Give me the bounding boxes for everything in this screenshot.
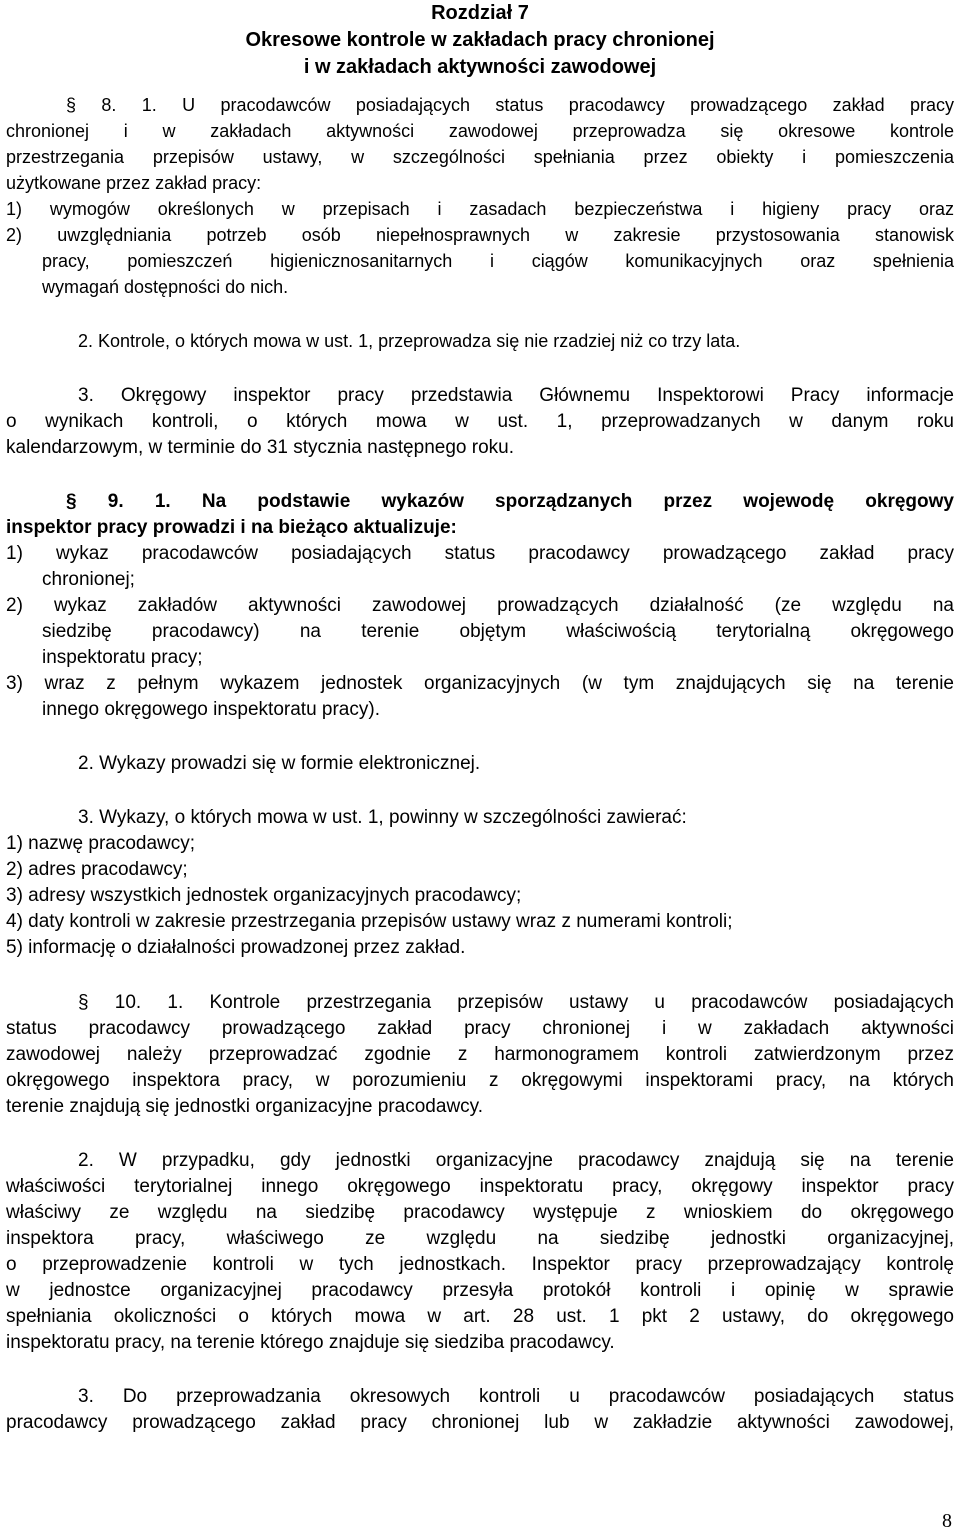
s8-item-2-cont-2: wymagań dostępności do nich. [42, 277, 289, 297]
s9-item-2: 2) wykaz zakładów aktywności zawodowej prowadzących działalność (ze względu na [6, 595, 954, 616]
s10-p2-line-7: spełniania okoliczności o których mowa w art. 28 ust. 1 pkt 2 ustawy, do okręgowego [6, 1306, 954, 1327]
s8-item-1: 1) wymogów określonych w przepisach i zasadach bezpieczeństwa i higieny pracy oraz [6, 199, 954, 219]
s10-p2-line-1: 2. W przypadku, gdy jednostki organizacyjne pracodawcy znajdują się na terenie [78, 1150, 954, 1171]
s8-p1-line-2: chronionej i w zakładach aktywności zawodowej przeprowadza się okresowe kontrole [6, 121, 954, 141]
s8-p3-line-3: kalendarzowym, w terminie do 31 stycznia następnego roku. [6, 437, 514, 458]
s10-p2-line-5: o przeprowadzenie kontroli w tych jednostkach. Inspektor pracy przeprowadzający kontrolę [6, 1254, 954, 1275]
s10-p3-line-1: 3. Do przeprowadzania okresowych kontroli u pracodawców posiadających status [78, 1386, 954, 1407]
s9-p3-item-3: 3) adresy wszystkich jednostek organizacyjnych pracodawcy; [6, 885, 522, 906]
s9-item-1-cont: chronionej; [42, 569, 135, 590]
s9-item-2-cont-1: siedzibę pracodawcy) na terenie objętym właściwością terytorialną okręgowego [42, 621, 954, 642]
s8-p3-line-1: 3. Okręgowy inspektor pracy przedstawia Głównemu Inspektorowi Pracy informacje [78, 385, 954, 406]
s10-p2-line-3: właściwy ze względu na siedzibę pracodawcy występuje z wnioskiem do okręgowego [6, 1202, 954, 1223]
s9-item-2-cont-2: inspektoratu pracy; [42, 647, 203, 668]
s8-p3-line-2: o wynikach kontroli, o których mowa w ust. 1, przeprowadzanych w danym roku [6, 411, 954, 432]
chapter-heading [0, 0, 960, 81]
s9-p1-head-1: § 9. 1. Na podstawie wykazów sporządzanych przez wojewodę okręgowy [66, 491, 954, 512]
s9-p2: 2. Wykazy prowadzi się w formie elektronicznej. [78, 753, 481, 774]
s8-p1-line-1: § 8. 1. U pracodawców posiadających status pracodawcy prowadzącego zakład pracy [66, 95, 954, 115]
s9-p3-item-2: 2) adres pracodawcy; [6, 859, 188, 880]
s9-p3: 3. Wykazy, o których mowa w ust. 1, powinny w szczególności zawierać: [78, 807, 687, 828]
s9-item-3-cont: innego okręgowego inspektoratu pracy). [42, 699, 380, 720]
s10-p2-line-8: inspektoratu pracy, na terenie którego znajduje się siedziba pracodawcy. [6, 1332, 615, 1353]
s8-item-2-cont-1: pracy, pomieszczeń higienicznosanitarnych i ciągów komunikacyjnych oraz spełnienia [42, 251, 954, 271]
s9-p3-item-1: 1) nazwę pracodawcy; [6, 833, 196, 854]
s8-p1-line-3: przestrzegania przepisów ustawy, w szczególności spełniania przez obiekty i pomieszczenia [6, 147, 954, 167]
s8-item-2: 2) uwzględniania potrzeb osób niepełnosprawnych w zakresie przystosowania stanowisk [6, 225, 954, 245]
s9-p3-item-5: 5) informację o działalności prowadzonej przez zakład. [6, 937, 466, 958]
s10-p1-line-3: zawodowej należy przeprowadzać zgodnie z harmonogramem kontroli zatwierdzonym przez [6, 1044, 954, 1065]
s10-p1-line-2: status pracodawcy prowadzącego zakład pracy chronionej i w zakładach aktywności [6, 1018, 954, 1039]
s10-p2-line-4: inspektora pracy, właściwego ze względu na siedzibę jednostki organizacyjnej, [6, 1228, 954, 1249]
s10-p1-line-5: terenie znajdują się jednostki organizacyjne pracodawcy. [6, 1096, 484, 1117]
s8-p1-line-4: użytkowane przez zakład pracy: [6, 173, 262, 193]
s8-p2: 2. Kontrole, o których mowa w ust. 1, przeprowadza się nie rzadziej niż co trzy lata. [78, 331, 741, 351]
s10-p2-line-6: w jednostce organizacyjnej pracodawcy przesyła protokół kontroli i opinię w sprawie [6, 1280, 954, 1301]
chapter-title: Rozdział 7 [431, 2, 529, 24]
chapter-subtitle-1: Okresowe kontrole w zakładach pracy chronionej [245, 29, 715, 51]
s9-p1-head-2: inspektor pracy prowadzi i na bieżąco aktualizuje: [6, 517, 457, 538]
s9-p3-item-4: 4) daty kontroli w zakresie przestrzegania przepisów ustawy wraz z numerami kontroli; [6, 911, 733, 932]
chapter-subtitle-2: i w zakładach aktywności zawodowej [303, 56, 657, 78]
s9-item-1: 1) wykaz pracodawców posiadających status pracodawcy prowadzącego zakład pracy [6, 543, 954, 564]
s10-p1-line-4: okręgowego inspektora pracy, w porozumieniu z okręgowymi inspektorami pracy, na których [6, 1070, 954, 1091]
s10-p1-line-1: § 10. 1. Kontrole przestrzegania przepisów ustawy u pracodawców posiadających [78, 992, 954, 1013]
s10-p3-line-2: pracodawcy prowadzącego zakład pracy chronionej lub w zakładzie aktywności zawodowej, [6, 1412, 954, 1433]
s10-p2-line-2: właściwości terytorialnej innego okręgowego inspektoratu pracy, okręgowy inspektor pracy [6, 1176, 954, 1197]
page-number: 8 [942, 1510, 952, 1532]
s9-item-3: 3) wraz z pełnym wykazem jednostek organizacyjnych (w tym znajdujących się na terenie [6, 673, 954, 694]
